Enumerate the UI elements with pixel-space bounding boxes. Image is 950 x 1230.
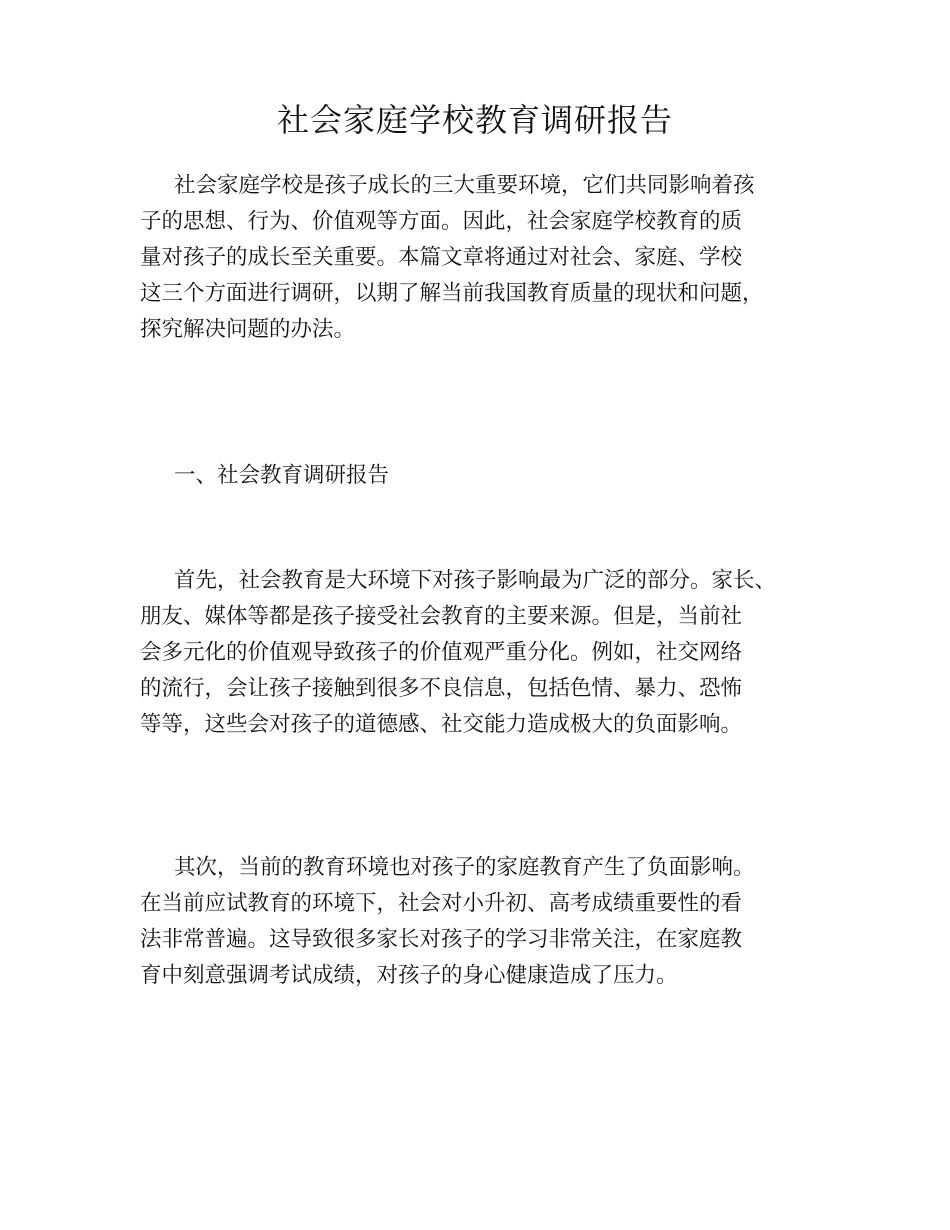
body-paragraph-1 <box>140 563 830 743</box>
body-paragraph-2 <box>140 850 830 994</box>
intro-line: 探究解决问题的办法。 <box>140 317 356 342</box>
paragraph-line: 朋友、媒体等都是孩子接受社会教育的主要来源。但是，当前社 <box>140 604 743 629</box>
paragraph-line: 育中刻意强调考试成绩，对孩子的身心健康造成了压力。 <box>140 963 678 988</box>
intro-line: 社会家庭学校是孩子成长的三大重要环境，它们共同影响着孩 <box>174 173 755 198</box>
paragraph-line: 首先，社会教育是大环境下对孩子影响最为广泛的部分。家长、 <box>174 568 777 593</box>
intro-line: 子的思想、行为、价值观等方面。因此，社会家庭学校教育的质 <box>140 209 743 234</box>
paragraph-line: 的流行，会让孩子接触到很多不良信息，包括色情、暴力、恐怖 <box>140 676 743 701</box>
paragraph-line: 在当前应试教育的环境下，社会对小升初、高考成绩重要性的看 <box>140 891 743 916</box>
intro-line: 量对孩子的成长至关重要。本篇文章将通过对社会、家庭、学校 <box>140 245 743 270</box>
paragraph-line: 等等，这些会对孩子的道德感、社交能力造成极大的负面影响。 <box>140 712 743 737</box>
paragraph-line: 会多元化的价值观导致孩子的价值观严重分化。例如，社交网络 <box>140 640 743 665</box>
intro-line: 这三个方面进行调研，以期了解当前我国教育质量的现状和问题， <box>140 281 764 306</box>
paragraph-line: 其次，当前的教育环境也对孩子的家庭教育产生了负面影响。 <box>174 855 755 880</box>
paragraph-line: 法非常普遍。这导致很多家长对孩子的学习非常关注，在家庭教 <box>140 927 743 952</box>
intro-paragraph <box>140 168 830 348</box>
section-heading: 一、社会教育调研报告 <box>174 463 390 488</box>
document-title: 社会家庭学校教育调研报告 <box>276 101 673 139</box>
